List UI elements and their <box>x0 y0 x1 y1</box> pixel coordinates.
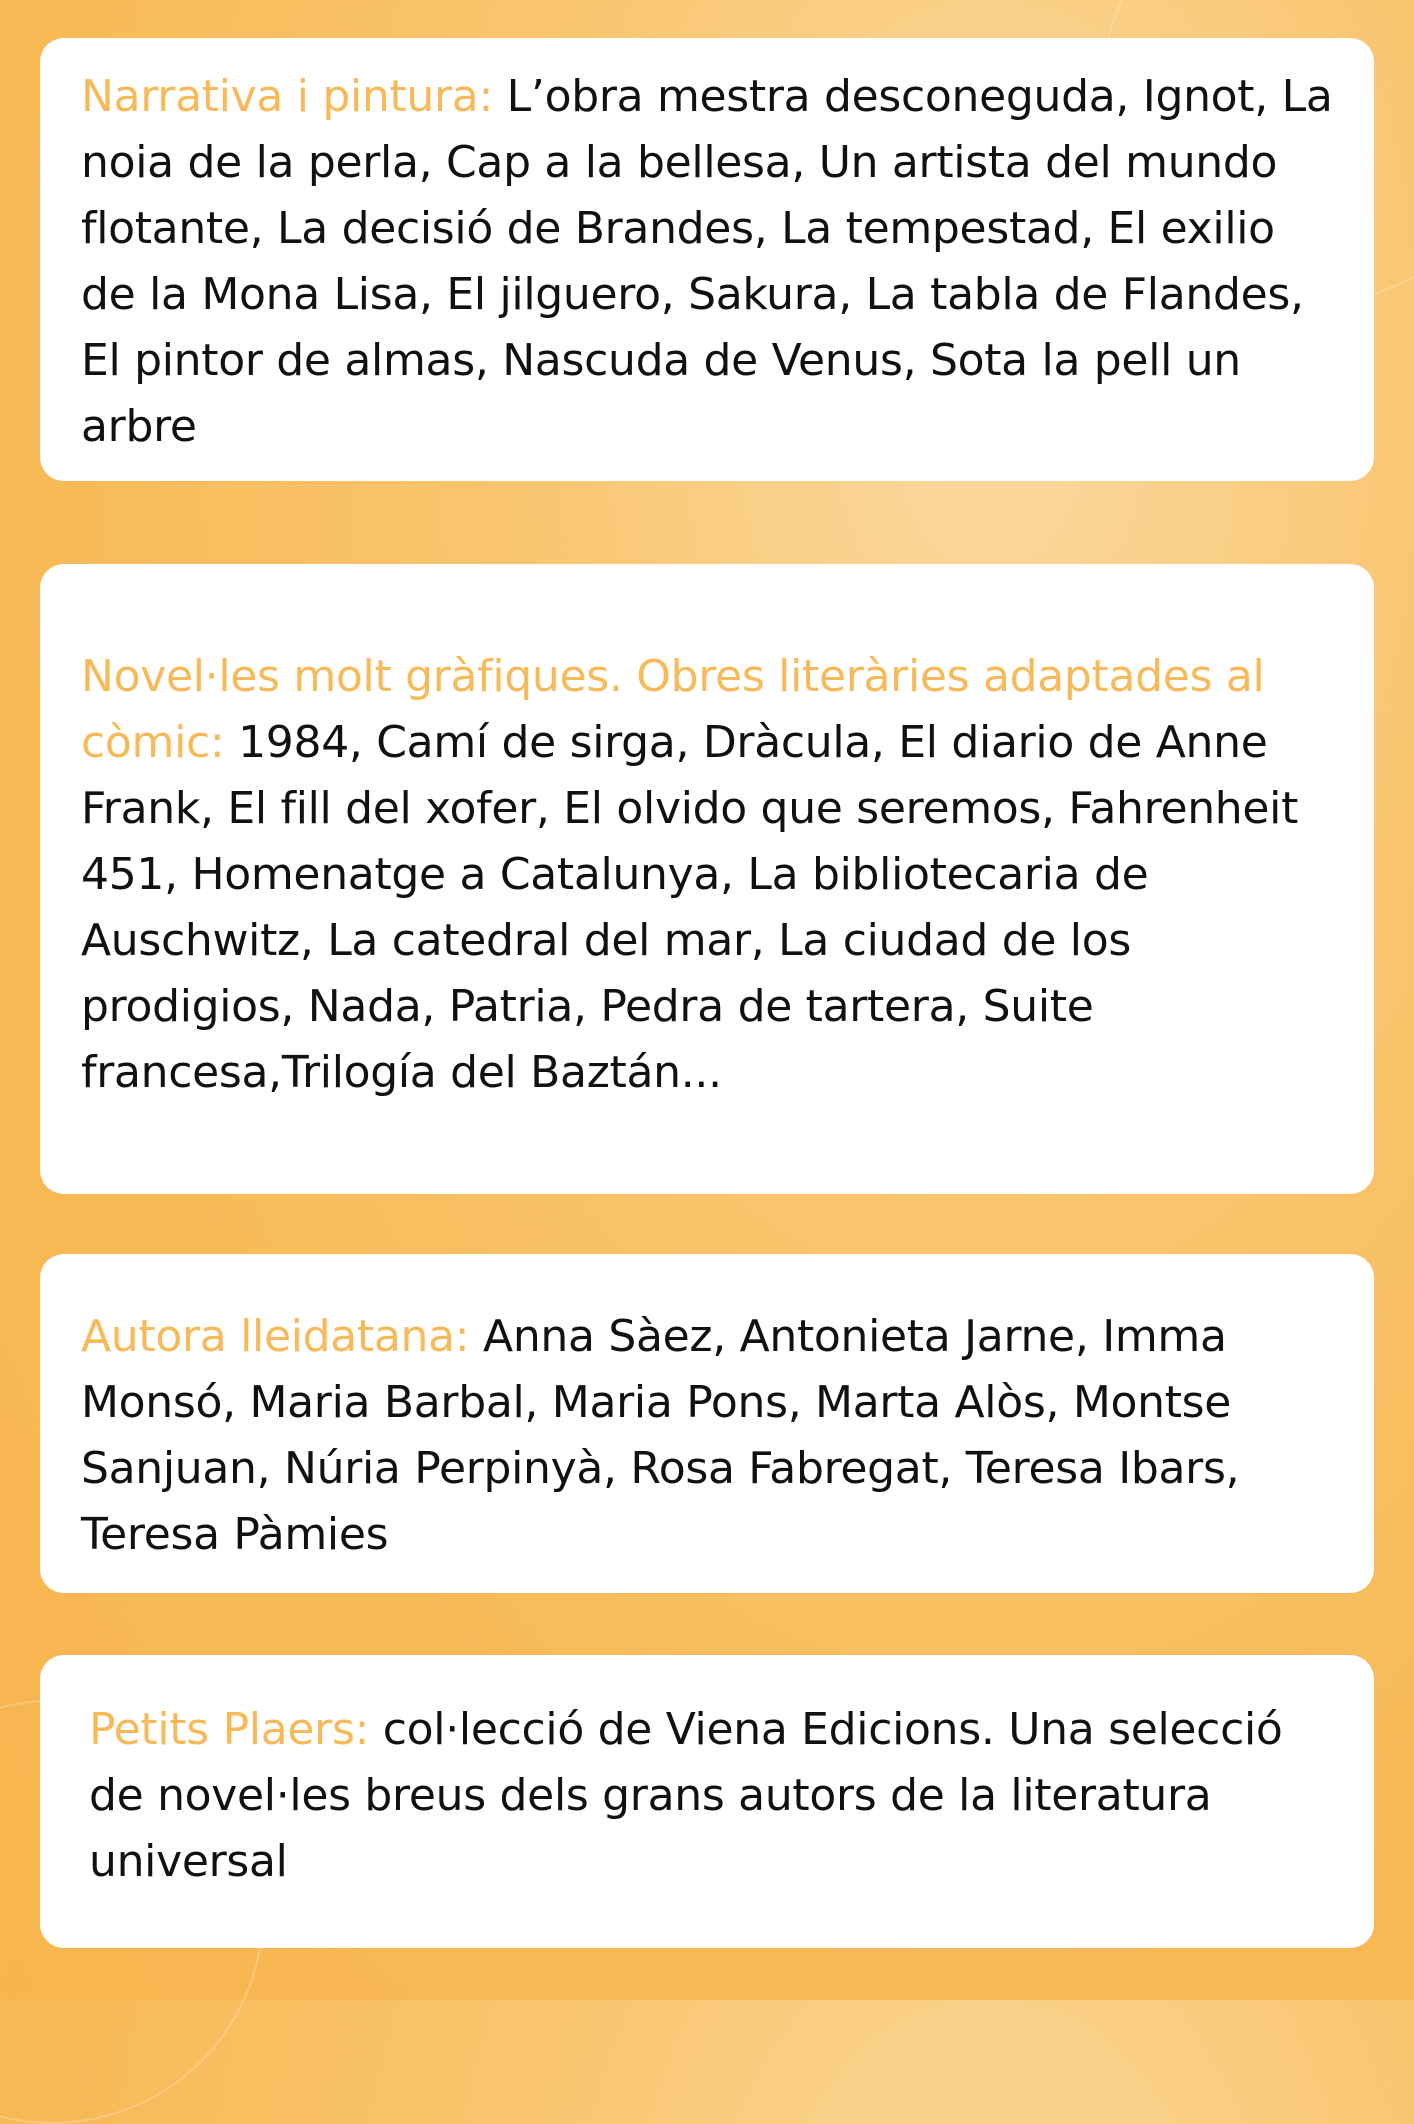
section-paragraph <box>81 64 1334 460</box>
section-label: Autora lleidatana: <box>81 1311 470 1362</box>
section-card-novelles-grafiques <box>40 564 1374 1194</box>
section-card-narrativa-pintura <box>40 38 1374 481</box>
section-card-autora-lleidatana <box>40 1254 1374 1593</box>
section-label: Narrativa i pintura: <box>81 71 493 122</box>
section-paragraph <box>81 644 1334 1106</box>
section-label: Novel·les molt gràfiques. Obres literàries adaptades al còmic: <box>81 651 1265 768</box>
section-label: Petits Plaers: <box>89 1704 370 1755</box>
section-paragraph <box>81 1304 1334 1568</box>
section-text: L’obra mestra desconeguda, Ignot, La noia de la perla, Cap a la bellesa, Un artista del mundo flotante, La decisió de Brandes, La tempestad, El exilio de la Mona Lisa, El jilguero, Sakura, La tabla de Flandes, El pintor de almas, Nascuda de Venus, Sota la pell un arbre <box>81 71 1333 452</box>
section-text: 1984, Camí de sirga, Dràcula, El diario de Anne Frank, El fill del xofer, El olvido que seremos, Fahrenheit 451, Homenatge a Catalunya, La bibliotecaria de Auschwitz, La catedral del mar, La ciudad de los prodigios, Nada, Patria, Pedra de tartera, Suite francesa,Trilogía del Baztán... <box>81 717 1299 1098</box>
section-text: Anna Sàez, Antonieta Jarne, Imma Monsó, Maria Barbal, Maria Pons, Marta Alòs, Montse Sanjuan, Núria Perpinyà, Rosa Fabregat, Teresa Ibars, Teresa Pàmies <box>81 1311 1240 1560</box>
section-paragraph <box>89 1697 1334 1895</box>
section-text: col·lecció de Viena Edicions. Una selecció de novel·les breus dels grans autors de la literatura universal <box>89 1704 1283 1887</box>
section-card-petits-plaers <box>40 1655 1374 1948</box>
